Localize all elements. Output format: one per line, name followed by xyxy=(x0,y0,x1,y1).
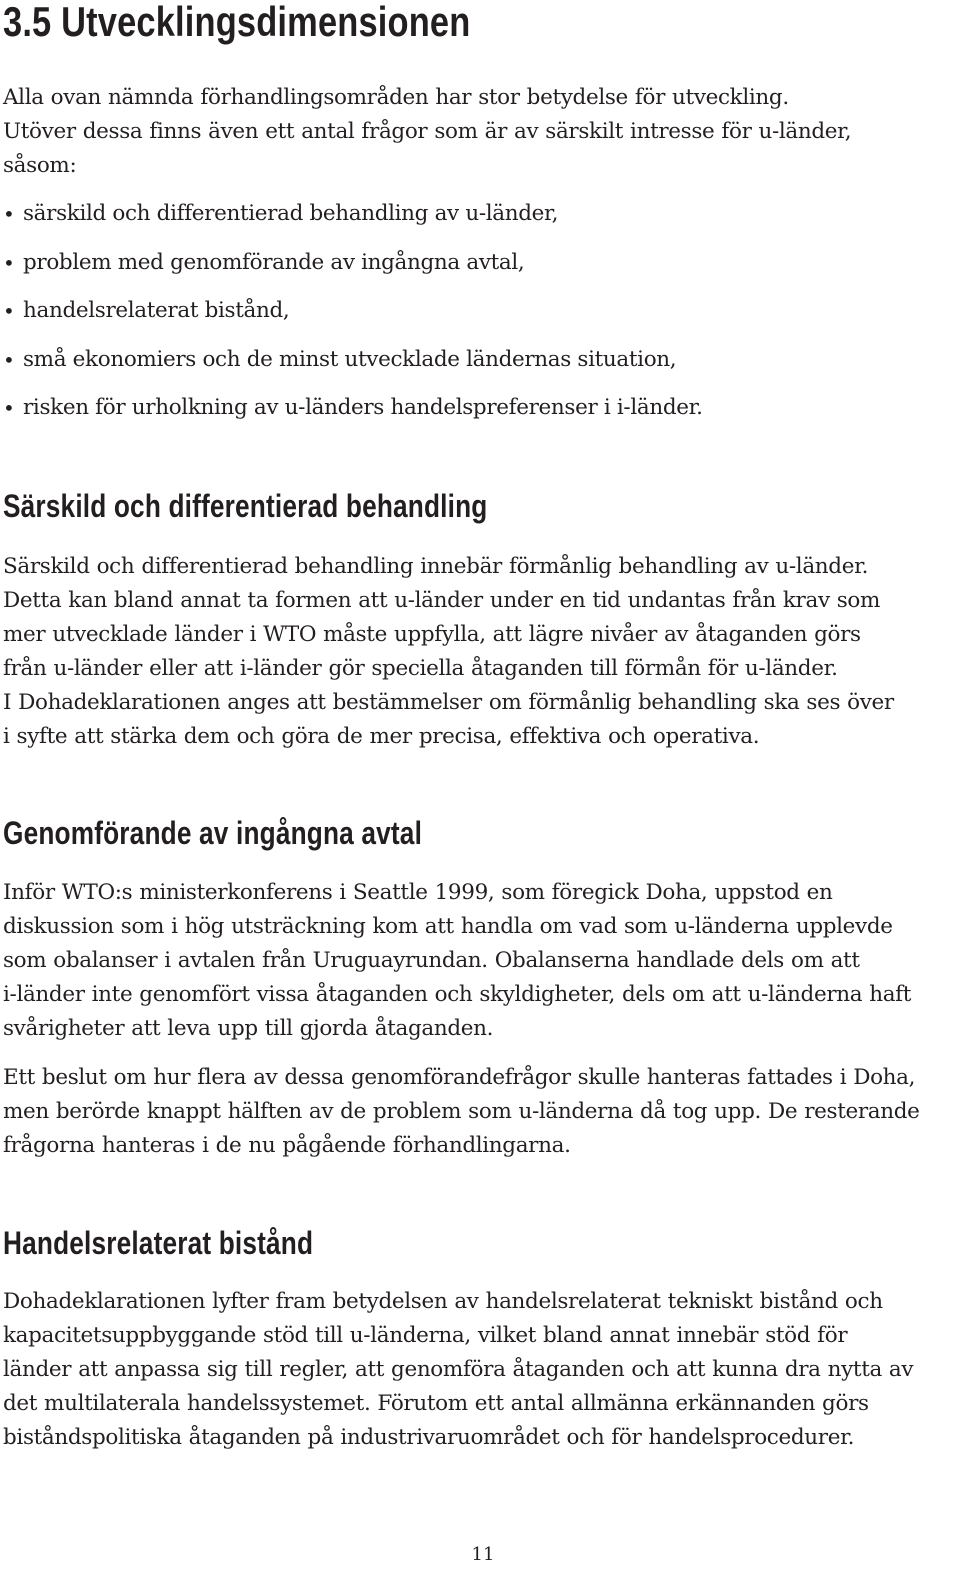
list-item-text: särskild och differentierad behandling av u-länder, xyxy=(23,201,559,226)
intro-paragraph xyxy=(3,81,958,183)
text-line: Detta kan bland annat ta formen att u-länder under en tid undantas från krav som xyxy=(3,588,881,613)
text-line: i syfte att stärka dem och göra de mer precisa, effektiva och operativa. xyxy=(3,724,760,749)
text-line: Inför WTO:s ministerkonferens i Seattle 1999, som föregick Doha, uppstod en xyxy=(3,880,833,905)
text-line: det multilaterala handelssystemet. Förutom ett antal allmänna erkännanden görs xyxy=(3,1391,869,1416)
bullet-icon: • xyxy=(3,202,15,226)
bullet-icon: • xyxy=(3,347,15,372)
bullet-icon: • xyxy=(3,250,15,275)
list-item xyxy=(3,390,703,439)
subsection-heading: Särskild och differentierad behandling xyxy=(3,488,488,524)
text-line: diskussion som i hög utsträckning kom att handla om vad som u-länderna upplevde xyxy=(3,914,893,939)
bullet-icon: • xyxy=(3,299,15,323)
body-paragraph xyxy=(3,876,958,1046)
list-item-text: handelsrelaterat bistånd, xyxy=(23,298,290,323)
text-line: mer utvecklade länder i WTO måste uppfylla, att lägre nivåer av åtaganden görs xyxy=(3,622,861,647)
text-line: i-länder inte genomfört vissa åtaganden och skyldigheter, dels om att u-länderna haft xyxy=(3,982,912,1007)
text-line: biståndspolitiska åtaganden på industrivaruområdet och för handelsprocedurer. xyxy=(3,1425,855,1450)
list-item xyxy=(3,293,703,342)
list-item-text: små ekonomiers och de minst utvecklade ländernas situation, xyxy=(23,346,677,372)
text-line: Ett beslut om hur flera av dessa genomförandefrågor skulle hanteras fattades i Doha, xyxy=(3,1065,916,1090)
text-line: svårigheter att leva upp till gjorda åtaganden. xyxy=(3,1016,494,1041)
body-paragraph xyxy=(3,1061,958,1163)
text-line: kapacitetsuppbyggande stöd till u-länderna, vilket bland annat innebär stöd för xyxy=(3,1323,848,1348)
text-line: men berörde knappt hälften av de problem som u-länderna då tog upp. De resterande xyxy=(3,1099,920,1124)
list-item xyxy=(3,342,703,391)
list-item xyxy=(3,196,703,245)
text-line: Utöver dessa finns även ett antal frågor som är av särskilt intresse för u-länder, xyxy=(3,119,852,144)
body-paragraph xyxy=(3,550,958,754)
bullet-list xyxy=(3,196,703,439)
text-line: frågorna hanteras i de nu pågående förhandlingarna. xyxy=(3,1133,571,1158)
body-paragraph xyxy=(3,1285,958,1455)
text-line: som obalanser i avtalen från Uruguayrundan. Obalanserna handlade dels om att xyxy=(3,948,860,973)
subsection-heading: Handelsrelaterat bistånd xyxy=(3,1225,314,1261)
text-line: länder att anpassa sig till regler, att genomföra åtaganden och att kunna dra nytta av xyxy=(3,1357,914,1382)
text-line: från u-länder eller att i-länder gör speciella åtaganden till förmån för u-länder. xyxy=(3,656,838,681)
page-number: 11 xyxy=(471,1544,495,1565)
section-title: 3.5 Utvecklingsdimensionen xyxy=(3,0,471,45)
list-item xyxy=(3,245,703,294)
text-line: såsom: xyxy=(3,153,77,178)
list-item-text: risken för urholkning av u-länders handelspreferenser i i-länder. xyxy=(23,395,703,420)
text-line: Alla ovan nämnda förhandlingsområden har stor betydelse för utveckling. xyxy=(3,85,789,110)
subsection-heading: Genomförande av ingångna avtal xyxy=(3,815,423,851)
text-line: Dohadeklarationen lyfter fram betydelsen av handelsrelaterat tekniskt bistånd och xyxy=(3,1289,883,1314)
text-line: Särskild och differentierad behandling innebär förmånlig behandling av u-länder. xyxy=(3,554,869,579)
bullet-icon: • xyxy=(3,396,15,420)
list-item-text: problem med genomförande av ingångna avtal, xyxy=(23,249,525,275)
text-line: I Dohadeklarationen anges att bestämmelser om förmånlig behandling ska ses över xyxy=(3,690,894,715)
